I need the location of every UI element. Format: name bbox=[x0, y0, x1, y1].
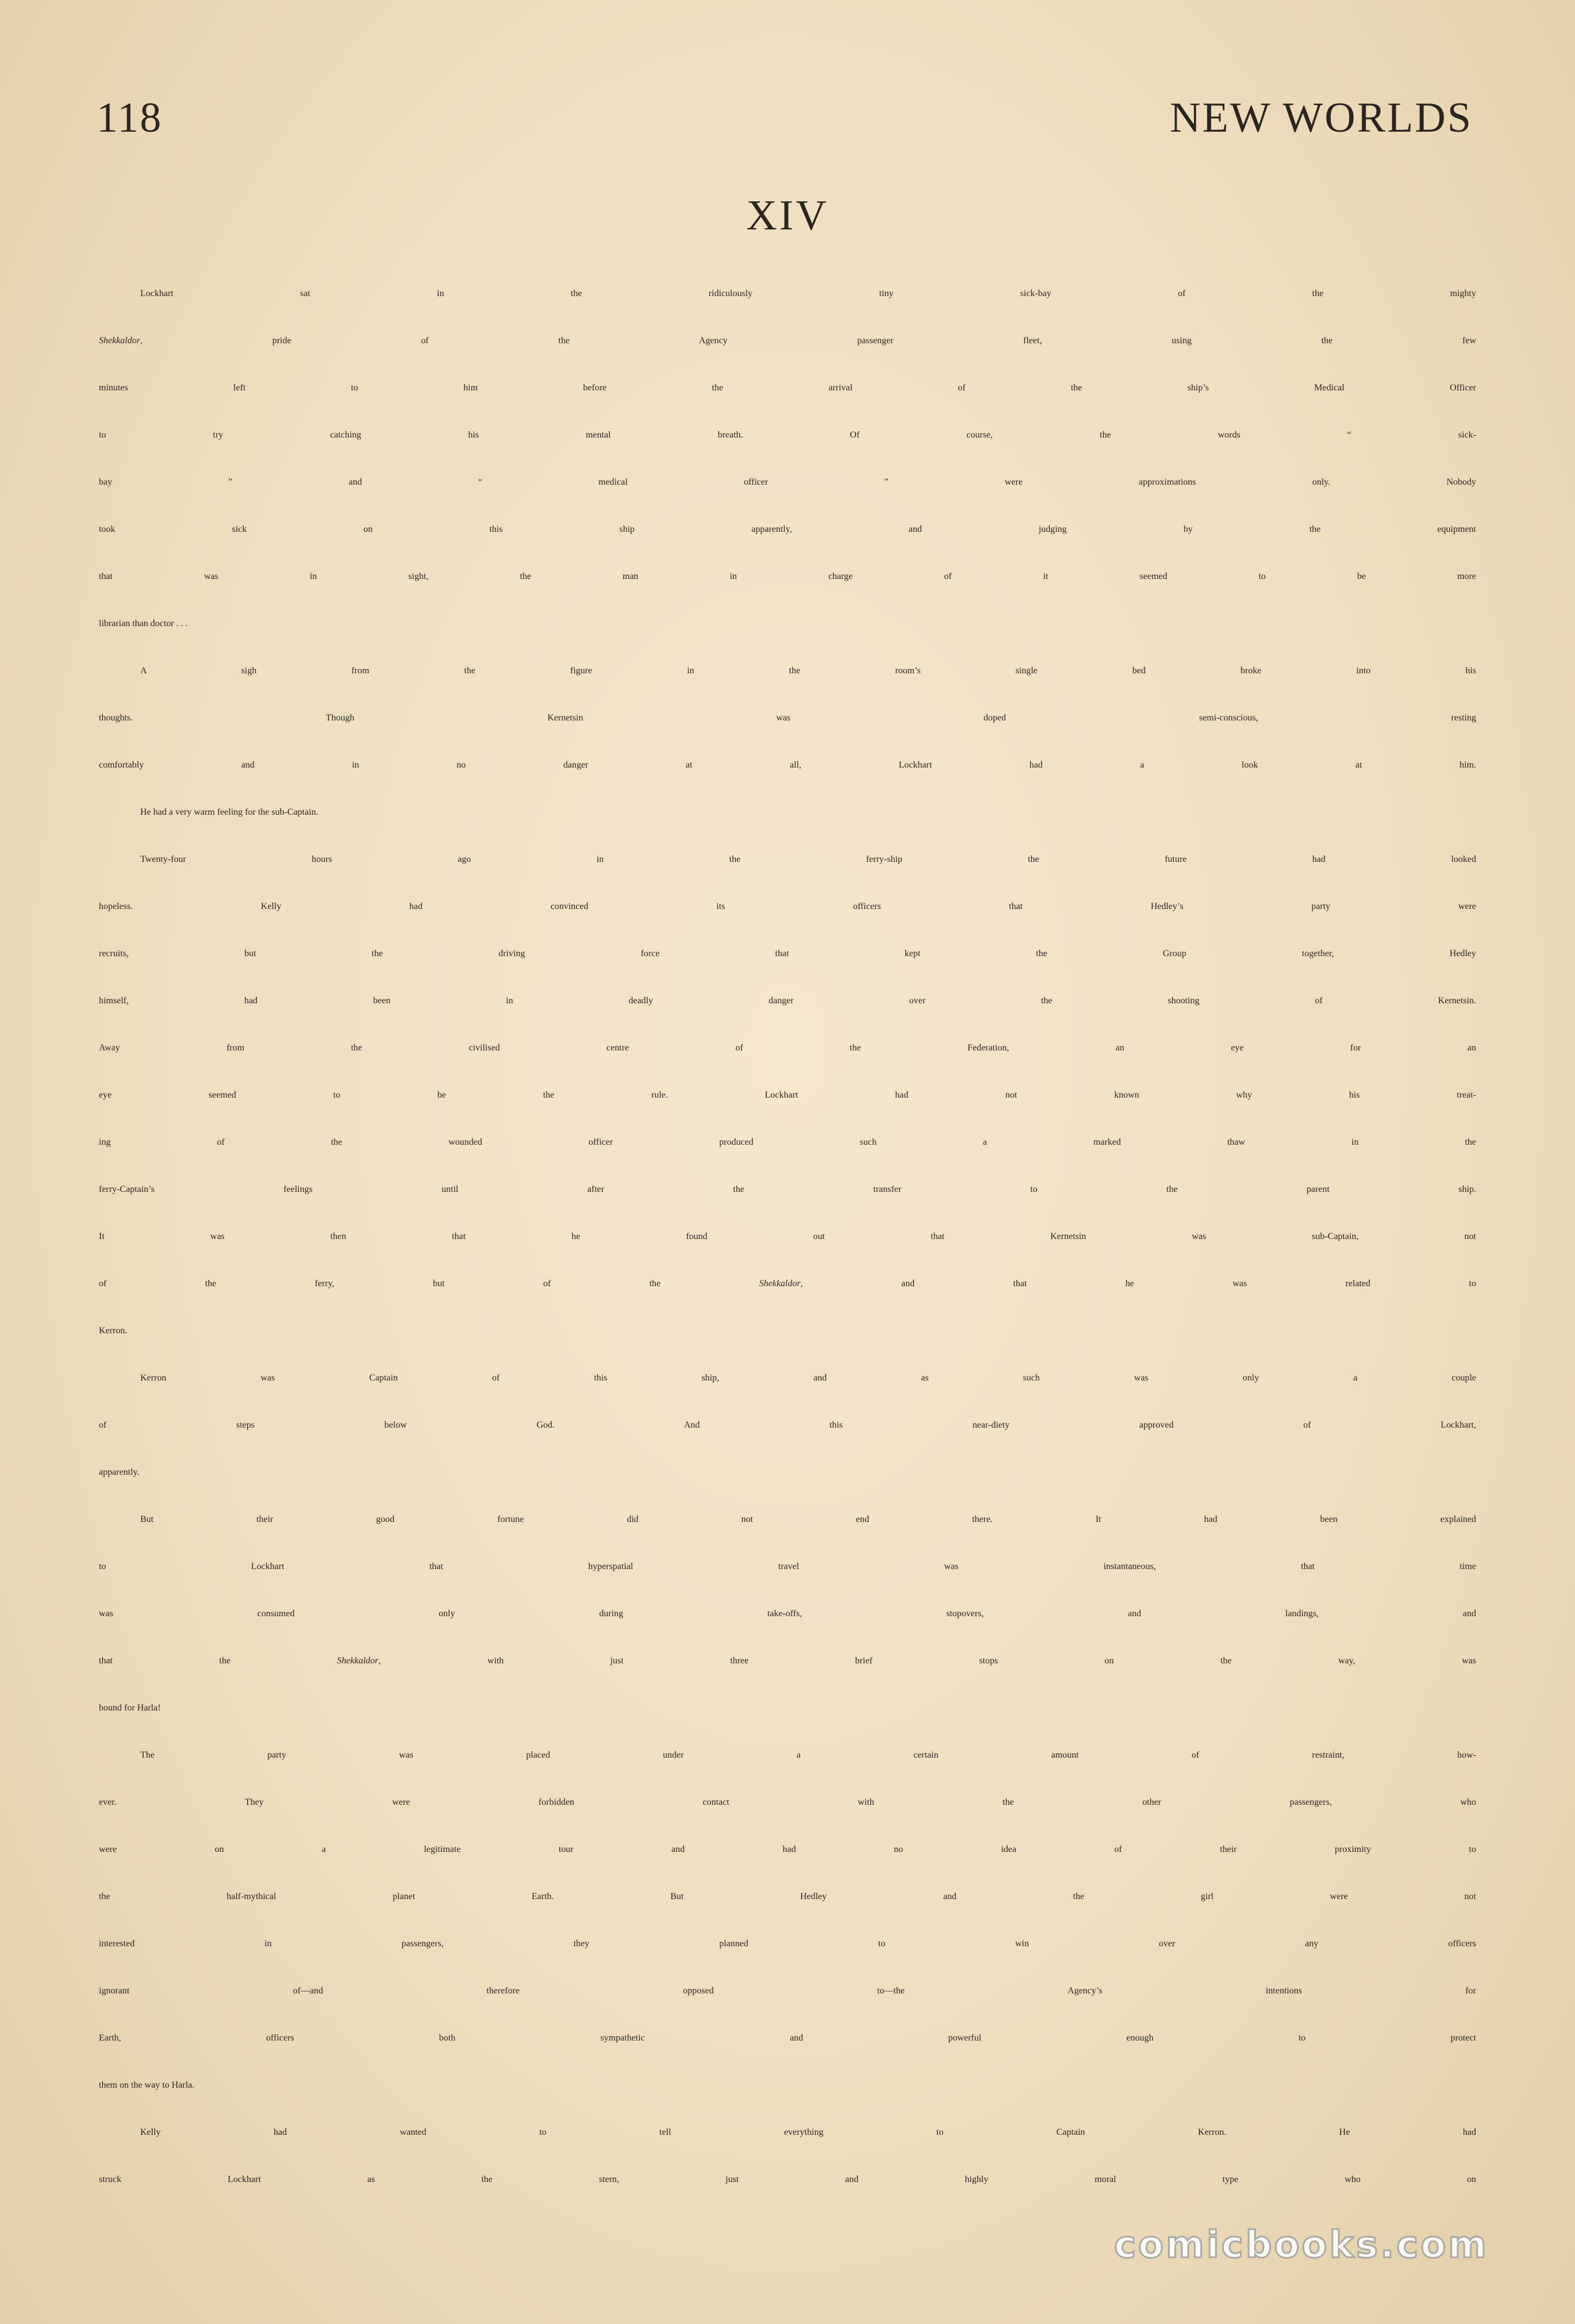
text-line: eye seemed to be the rule. Lockhart had not known why his treat- bbox=[99, 1090, 1476, 1100]
text-line: Lockhart sat in the ridiculously tiny sick-bay of the mighty bbox=[140, 289, 1476, 298]
running-title: NEW WORLDS bbox=[1170, 94, 1473, 141]
text-line: recruits, but the driving force that kept the Group together, Hedley bbox=[99, 949, 1476, 958]
text-line: It was then that he found out that Kernetsin was sub-Captain, not bbox=[99, 1232, 1476, 1241]
text-line: the half-mythical planet Earth. But Hedley and the girl were not bbox=[99, 1892, 1476, 1901]
text-line: He had a very warm feeling for the sub-Captain. bbox=[140, 807, 318, 817]
chapter-number: XIV bbox=[746, 192, 829, 239]
ship-name: Shekkaldor bbox=[759, 1279, 801, 1288]
text-line: that was in sight, the man in charge of it seemed to be more bbox=[99, 572, 1476, 581]
text-line: librarian than doctor . . . bbox=[99, 619, 188, 628]
text-line: took sick on this ship apparently, and judging by the equipment bbox=[99, 524, 1476, 534]
paragraph bbox=[99, 1373, 1476, 1514]
text-line: that the Shekkaldor, with just three brief stops on the way, was bbox=[99, 1656, 1476, 1666]
text-line: Shekkaldor, pride of the Agency passenger fleet, using the few bbox=[99, 336, 1476, 346]
text-line: himself, had been in deadly danger over the shooting of Kernetsin. bbox=[99, 996, 1476, 1006]
text-line: Earth, officers both sympathetic and powerful enough to protect bbox=[99, 2033, 1476, 2043]
text-line: apparently. bbox=[99, 1467, 140, 1477]
text-line: Away from the civilised centre of the Federation, an eye for an bbox=[99, 1043, 1476, 1053]
ship-name: Shekkaldor bbox=[99, 336, 140, 346]
text-line: Twenty-four hours ago in the ferry-ship the future had looked bbox=[140, 854, 1476, 864]
text-line: them on the way to Harla. bbox=[99, 2080, 195, 2090]
text-line: But their good fortune did not end there. It had been explained bbox=[140, 1514, 1476, 1524]
text-line: Kerron was Captain of this ship, and as such was only a couple bbox=[140, 1373, 1476, 1383]
text-line: thoughts. Though Kernetsin was doped semi-conscious, resting bbox=[99, 713, 1476, 723]
text-line: struck Lockhart as the stern, just and highly moral type who on bbox=[99, 2175, 1476, 2184]
text-line: of the ferry, but of the Shekkaldor, and that he was related to bbox=[99, 1279, 1476, 1288]
text-line: hopeless. Kelly had convinced its officers that Hedley’s party were bbox=[99, 902, 1476, 911]
paragraph bbox=[99, 289, 1476, 666]
text-line: minutes left to him before the arrival of the ship’s Medical Officer bbox=[99, 383, 1476, 393]
text-line: bay ” and “ medical officer ” were approximations only. Nobody bbox=[99, 477, 1476, 487]
text-line: Kelly had wanted to tell everything to Captain Kerron. He had bbox=[140, 2127, 1476, 2137]
text-line: ever. They were forbidden contact with the other passengers, who bbox=[99, 1797, 1476, 1807]
text-line: bound for Harla! bbox=[99, 1703, 161, 1713]
text-line: was consumed only during take-offs, stopovers, and landings, and bbox=[99, 1609, 1476, 1619]
text-line: comfortably and in no danger at all, Lockhart had a look at him. bbox=[99, 760, 1476, 770]
paragraph bbox=[99, 666, 1476, 807]
watermark-logo: comicbooks.com bbox=[1114, 2224, 1489, 2267]
text-line: ing of the wounded officer produced such a marked thaw in the bbox=[99, 1137, 1476, 1147]
paragraph bbox=[99, 807, 1476, 854]
text-line: Kerron. bbox=[99, 1326, 128, 1336]
text-line: to Lockhart that hyperspatial travel was instantaneous, that time bbox=[99, 1562, 1476, 1571]
page-number: 118 bbox=[97, 94, 163, 141]
text-line: ignorant of—and therefore opposed to—the Agency’s intentions for bbox=[99, 1986, 1476, 1996]
paragraph bbox=[99, 1514, 1476, 1750]
text-line: ferry-Captain’s feelings until after the transfer to the parent ship. bbox=[99, 1184, 1476, 1194]
text-line: were on a legitimate tour and had no idea of their proximity to bbox=[99, 1844, 1476, 1854]
text-line: The party was placed under a certain amount of restraint, how- bbox=[140, 1750, 1476, 1760]
text-line: of steps below God. And this near-diety approved of Lockhart, bbox=[99, 1420, 1476, 1430]
paragraph bbox=[99, 2127, 1476, 2222]
ship-name: Shekkaldor bbox=[337, 1656, 379, 1666]
running-head bbox=[97, 92, 1473, 144]
text-line: A sigh from the figure in the room’s single bed broke into his bbox=[140, 666, 1476, 676]
text-line: interested in passengers, they planned to win over any officers bbox=[99, 1939, 1476, 1949]
text-line: to try catching his mental breath. Of course, the words “ sick- bbox=[99, 430, 1476, 440]
paragraph bbox=[99, 854, 1476, 1373]
paragraph bbox=[99, 1750, 1476, 2127]
body-text bbox=[99, 289, 1476, 2222]
